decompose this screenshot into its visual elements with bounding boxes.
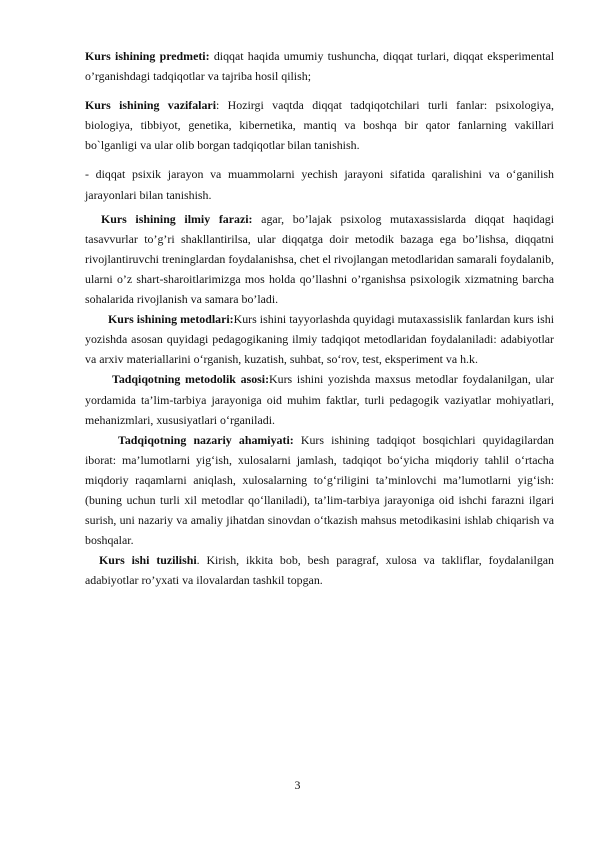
paragraph-theoretical-significance	[85, 430, 554, 551]
paragraph-hypothesis	[85, 209, 554, 309]
text-methodology: Kurs ishini yozishda maxsus metodlar foydalanilgan, ular yordamida ta’lim-tarbiya jarayoniga oid muhim faktlar, turli pedagogik vaziyatlar mohiyatlari, mehanizmlari, xususiyatlari o‘rganiladi.	[85, 372, 555, 427]
heading-hypothesis: Kurs ishining ilmiy farazi:	[101, 211, 253, 226]
heading-tasks: Kurs ishining vazifalari	[85, 98, 217, 113]
paragraph-methods	[85, 309, 554, 369]
text-tasks-item: - diqqat psixik jarayon va muammolarni yechish jarayoni sifatida qaralishini va o‘ganilish jarayonlari bilan tanishish.	[85, 167, 554, 202]
text-structure: . Kirish, ikkita bob, besh paragraf, xulosa va takliflar, foydalanilgan adabiyotlar ro’yxati va ilovalardan tashkil topgan.	[85, 553, 554, 588]
heading-structure: Kurs ishi tuzilishi	[99, 553, 197, 568]
text-subject: diqqat haqida umumiy tushuncha, diqqat turlari, diqqat eksperimental o’rganishdagi tadqiqotlar va tajriba hosil qilish;	[85, 49, 554, 84]
text-theoretical-significance: Kurs ishining tadqiqot bosqichlari quyidagilardan iborat: ma’lumotlarni yig‘ish, xulosalarni jamlash, tadqiqot bo‘yicha miqdoriy tahlil o‘rtacha miqdoriy raqamlarni aniqlash, xulosalarning to‘g‘riligini ta’minlovchi ma’lumotlarni yig‘ish: (buning uchun turli xil metodlar qo‘llaniladi), ta’lim-tarbiya jarayoniga oid ishchi farazni ilgari surish, uni nazariy va amaliy jihatdan sinovdan o‘tkazish mahsus metodikasini ishlab chiqarish va boshqalar.	[85, 432, 554, 548]
paragraph-subject	[85, 46, 554, 86]
paragraph-methodology	[85, 369, 554, 429]
heading-methods: Kurs ishining metodlari:	[108, 312, 234, 327]
page-number: 3	[294, 778, 301, 792]
text-methods: Kurs ishini tayyorlashda quyidagi mutaxassislik fanlardan kurs ishi yozishda asosan quyidagi pedagogikaning ilmiy tadqiqot metodlaridan foydalaniladi: adabiyotlar va arxiv materiallarini o‘rganish, kuzatish, suhbat, so‘rov, test, eksperiment va h.k.	[85, 312, 555, 367]
heading-subject: Kurs ishining predmeti:	[85, 49, 210, 63]
heading-methodology: Tadqiqotning metodolik asosi:	[112, 372, 270, 387]
text-tasks: : Hozirgi vaqtda diqqat tadqiqotchilari turli fanlar: psixologiya, biologiya, tibbiyot, genetika, kibernetika, mantiq va boshqa bir qator fanlarning vakillari bo`lganligi va ular olib borgan tadqiqotlar bilan tanishish.	[85, 98, 554, 153]
heading-theoretical-significance: Tadqiqotning nazariy ahamiyati:	[118, 432, 294, 447]
text-hypothesis: agar, bo’lajak psixolog mutaxassislarda diqqat haqidagi tasavvurlar to’g’ri shakllantirilsa, ular diqqatga doir metodik bazaga ega bo’lishsa, diqqatni rivojlantiruvchi treninglardan foydalanishsa, chet el rivojlangan metodlaridan samarali foydalanib, ularni o’z shart-sharoitlarimizga mos holda qo’llashni o’rganishsa psixologik xizmatning barcha sohalarida rivojlanish va samara bo’ladi.	[85, 211, 554, 307]
paragraph-structure	[85, 550, 554, 590]
document-page	[85, 46, 554, 590]
paragraph-tasks-item	[85, 164, 554, 204]
paragraph-tasks	[85, 95, 554, 155]
